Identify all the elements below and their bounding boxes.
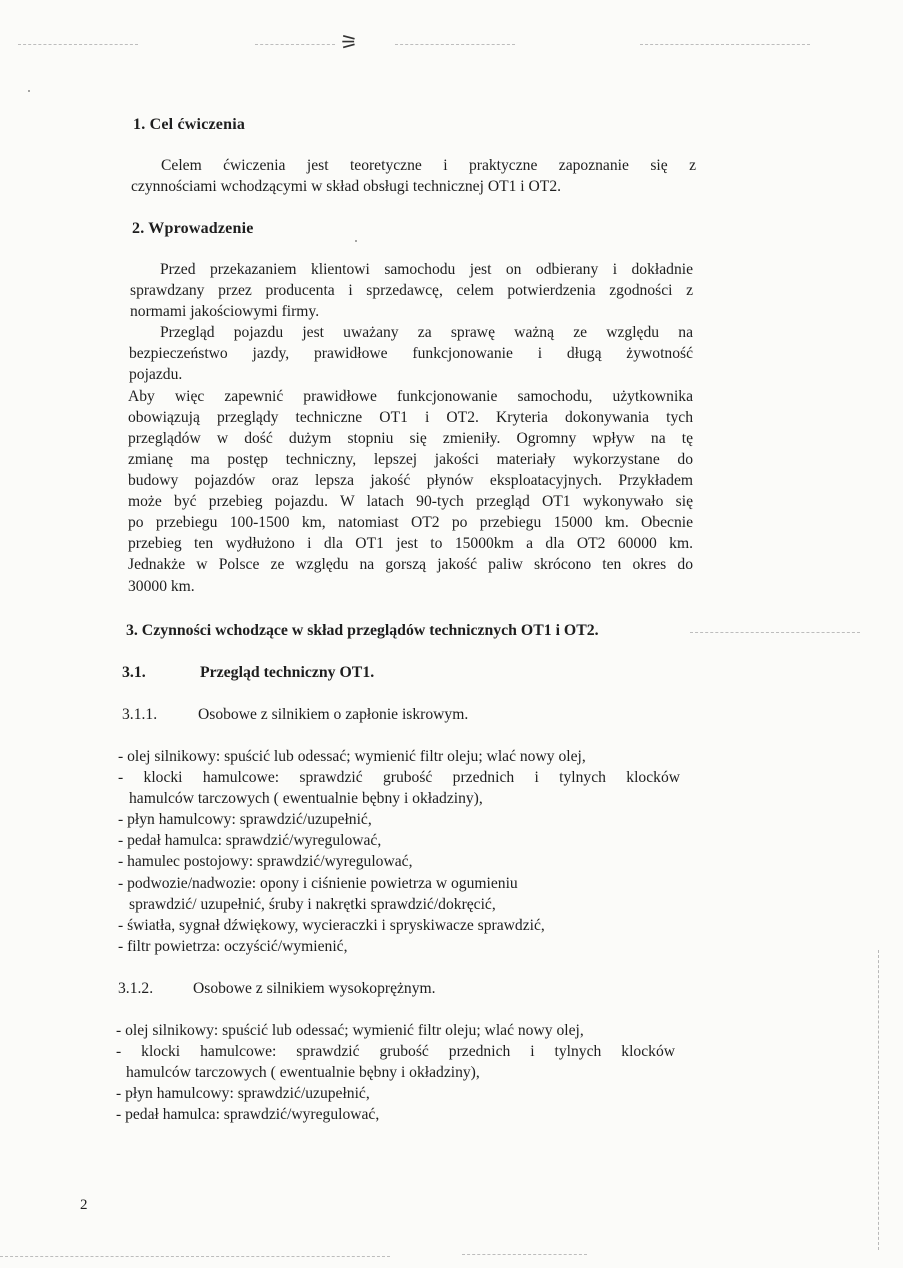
checklist-item: - światła, sygnał dźwiękowy, wycieraczki i spryskiwacze sprawdzić, <box>118 917 545 934</box>
subsection-3-1-title: Przegląd techniczny OT1. <box>200 664 375 681</box>
intro-line: Jednakże w Polsce ze względu na gorszą jakość paliw skrócono ten okres do <box>128 556 693 573</box>
intro-line: obowiązują przeglądy techniczne OT1 i OT2. Kryteria dokonywania tych <box>128 409 693 426</box>
checklist-item-continuation: hamulców tarczowych ( ewentualnie bębny i okładziny), <box>129 790 483 807</box>
intro-line: może być przebieg pojazdu. W latach 90-tych przegląd OT1 wykonywało się <box>128 493 693 510</box>
intro-line: Przed przekazaniem klientowi samochodu jest on odbierany i dokładnie <box>160 261 693 278</box>
subsection-3-1-number: 3.1. <box>122 664 146 681</box>
intro-line: budowy pojazdów oraz lepsza jakość płynów eksploatacyjnych. Przykładem <box>128 472 693 489</box>
intro-line: Przegląd pojazdu jest uważany za sprawę ważną ze względu na <box>160 324 693 341</box>
intro-line: bezpieczeństwo jazdy, prawidłowe funkcjonowanie i długą żywotność <box>129 345 693 362</box>
scan-speck <box>355 240 357 242</box>
intro-line: Aby więc zapewnić prawidłowe funkcjonowanie samochodu, użytkownika <box>128 388 693 405</box>
scan-artifact <box>640 44 810 45</box>
checklist-item: - olej silnikowy: spuścić lub odessać; wymienić filtr oleju; wlać nowy olej, <box>116 1022 584 1039</box>
intro-line: przebieg ten wydłużono i dla OT1 jest to 15000km a dla OT2 60000 km. <box>128 535 693 552</box>
checklist-item: - podwozie/nadwozie: opony i ciśnienie powietrza w ogumieniu <box>118 875 518 892</box>
section-1-heading: 1. Cel ćwiczenia <box>133 116 246 133</box>
checklist-item: - pedał hamulca: sprawdzić/wyregulować, <box>118 832 382 849</box>
checklist-item: - płyn hamulcowy: sprawdzić/uzupełnić, <box>116 1085 370 1102</box>
scan-artifact <box>395 44 515 45</box>
checklist-item: - klocki hamulcowe: sprawdzić grubość przednich i tylnych klocków <box>116 1043 675 1060</box>
subsection-3-1-1-title: Osobowe z silnikiem o zapłonie iskrowym. <box>198 706 469 723</box>
scan-artifact <box>0 1256 390 1257</box>
section-3-heading: 3. Czynności wchodzące w skład przeglądów technicznych OT1 i OT2. <box>126 622 599 639</box>
checklist-item: - filtr powietrza: oczyścić/wymienić, <box>118 938 348 955</box>
scan-speck <box>28 90 30 92</box>
checklist-item: - klocki hamulcowe: sprawdzić grubość przednich i tylnych klocków <box>118 769 680 786</box>
scan-artifact <box>255 44 335 45</box>
scan-artifact <box>878 950 879 1250</box>
checklist-item-continuation: hamulców tarczowych ( ewentualnie bębny i okładziny), <box>126 1064 480 1081</box>
intro-line: po przebiegu 100-1500 km, natomiast OT2 po przebiegu 15000 km. Obecnie <box>128 514 693 531</box>
intro-line: sprawdzany przez producenta i sprzedawcę, celem potwierdzenia zgodności z <box>130 282 693 299</box>
intro-line: 30000 km. <box>128 578 195 595</box>
checklist-item: - pedał hamulca: sprawdzić/wyregulować, <box>116 1106 380 1123</box>
intro-line: przeglądów w dość dużym stopniu się zmieniły. Ogromny wpływ na tę <box>128 430 693 447</box>
section-1-paragraph-line: Celem ćwiczenia jest teoretyczne i praktyczne zapoznanie się z <box>161 157 696 174</box>
intro-line: pojazdu. <box>129 366 183 383</box>
subsection-3-1-2-number: 3.1.2. <box>118 980 154 997</box>
scan-artifact <box>18 44 138 45</box>
checklist-item: - olej silnikowy: spuścić lub odessać; wymienić filtr oleju; wlać nowy olej, <box>118 748 586 765</box>
subsection-3-1-1-number: 3.1.1. <box>122 706 158 723</box>
checklist-item: - hamulec postojowy: sprawdzić/wyregulować, <box>118 853 413 870</box>
subsection-3-1-2-title: Osobowe z silnikiem wysokoprężnym. <box>193 980 436 997</box>
page-number: 2 <box>80 1197 88 1213</box>
section-2-heading: 2. Wprowadzenie <box>132 220 254 237</box>
header-logo-mark: ⚞ <box>340 32 358 54</box>
intro-line: zmianę ma postęp techniczny, lepszej jakości materiały wykorzystane do <box>128 451 693 468</box>
scan-artifact <box>462 1254 587 1255</box>
section-1-paragraph-line: czynnościami wchodzącymi w skład obsługi technicznej OT1 i OT2. <box>131 178 562 195</box>
checklist-item-continuation: sprawdzić/ uzupełnić, śruby i nakrętki sprawdzić/dokręcić, <box>129 896 496 913</box>
intro-line: normami jakościowymi firmy. <box>130 303 320 320</box>
checklist-item: - płyn hamulcowy: sprawdzić/uzupełnić, <box>118 811 372 828</box>
scan-artifact <box>690 632 860 633</box>
